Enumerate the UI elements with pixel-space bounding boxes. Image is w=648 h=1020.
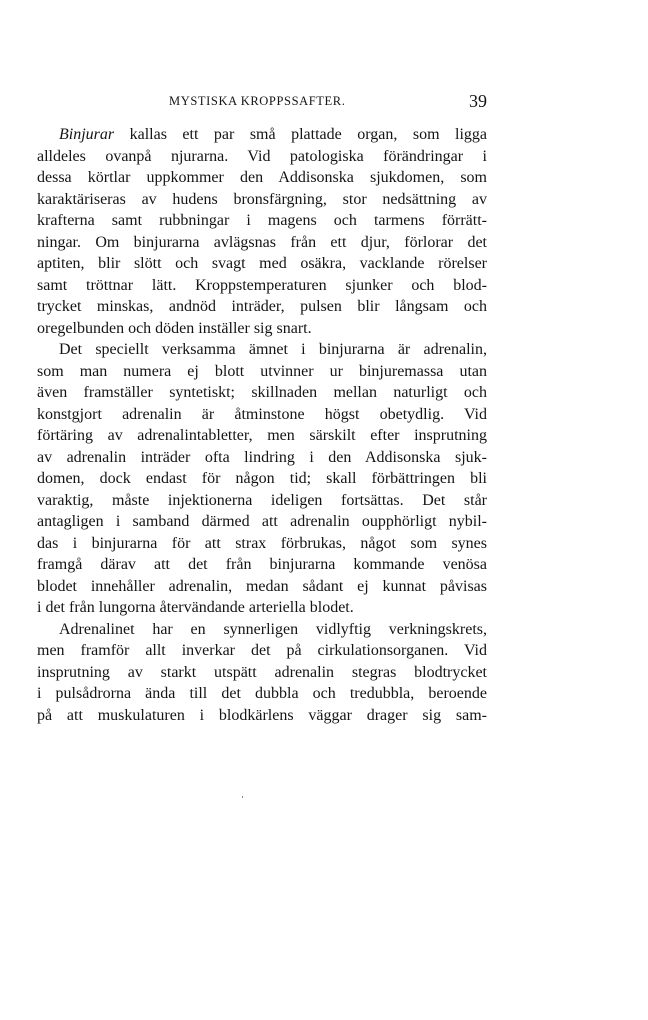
- text-line: även framställer syntetiskt; skillnaden mellan naturligt och: [37, 384, 487, 401]
- text-line: men framför allt inverkar det på cirkulationsorganen. Vid: [37, 642, 487, 659]
- paragraph-binjurar: [37, 124, 487, 339]
- text-line: blodet innehåller adrenalin, medan sådant ej kunnat påvisas: [37, 577, 487, 595]
- text-line: ningar. Om binjurarna avlägsnas från ett djur, förlorar det: [37, 233, 487, 251]
- stray-ink-mark: [242, 796, 243, 798]
- text-line: karaktäriseras av hudens bronsfärgning, stor nedsättning av: [37, 190, 487, 208]
- text-line: das i binjurarna för att strax förbrukas, något som synes: [37, 534, 487, 552]
- text-line: varaktig, måste injektionerna ideligen fortsättas. Det står: [37, 491, 487, 509]
- text-line: [37, 124, 487, 146]
- text-line: i pulsådrorna ända till det dubbla och tredubbla, beroende: [37, 685, 487, 702]
- running-head: [37, 92, 487, 116]
- running-title: MYSTISKA KROPPSSAFTER.: [169, 94, 346, 108]
- text-line: krafterna samt rubbningar i magens och tarmens förrätt-: [37, 212, 487, 229]
- page-number: 39: [469, 91, 487, 111]
- text-line: konstgjort adrenalin är åtminstone högst obetydlig. Vid: [37, 405, 487, 423]
- text-line: framgå därav att det från binjurarna kommande venösa: [37, 556, 487, 573]
- text-line: antagligen i samband därmed att adrenalin oupphörligt nybil-: [37, 513, 487, 530]
- text-line: aptiten, blir slött och svagt med osäkra, vacklande rörelser: [37, 255, 487, 272]
- text-line: Det speciellt verksamma ämnet i binjurarna är adrenalin,: [59, 341, 487, 358]
- text-line: av adrenalin inträder ofta lindring i den Addisonska sjuk-: [37, 448, 487, 466]
- text-line: på att muskulaturen i blodkärlens väggar drager sig sam-: [37, 706, 487, 724]
- text-line: alldeles ovanpå njurarna. Vid patologiska förändringar i: [37, 147, 487, 165]
- text-line: insprutning av starkt utspätt adrenalin stegras blodtrycket: [37, 663, 487, 681]
- paragraph-adrenalin: [37, 339, 487, 619]
- text-line: som man numera ej blott utvinner ur binjuremassa utan: [37, 362, 487, 380]
- paragraph-adrenalinet: [37, 619, 487, 727]
- text-line-rest: kallas ett par små plattade organ, som ligga: [114, 126, 487, 143]
- text-line: i det från lungorna återvändande arteriella blodet.: [37, 599, 354, 616]
- text-line: samt tröttnar lätt. Kroppstemperaturen sjunker och blod-: [37, 276, 487, 294]
- text-line: oregelbunden och döden inställer sig snart.: [37, 319, 312, 337]
- text-line: förtäring av adrenalintabletter, men särskilt efter insprutning: [37, 427, 487, 444]
- text-line: trycket minskas, andnöd inträder, pulsen blir långsam och: [37, 298, 487, 315]
- italic-term: Binjurar: [59, 126, 115, 143]
- text-line: Adrenalinet har en synnerligen vidlyftig verkningskrets,: [59, 620, 487, 638]
- body-text: [37, 124, 487, 726]
- text-line: dessa körtlar uppkommer den Addisonska sjukdomen, som: [37, 169, 487, 186]
- text-line: domen, dock endast för någon tid; skall förbättringen bli: [37, 470, 487, 487]
